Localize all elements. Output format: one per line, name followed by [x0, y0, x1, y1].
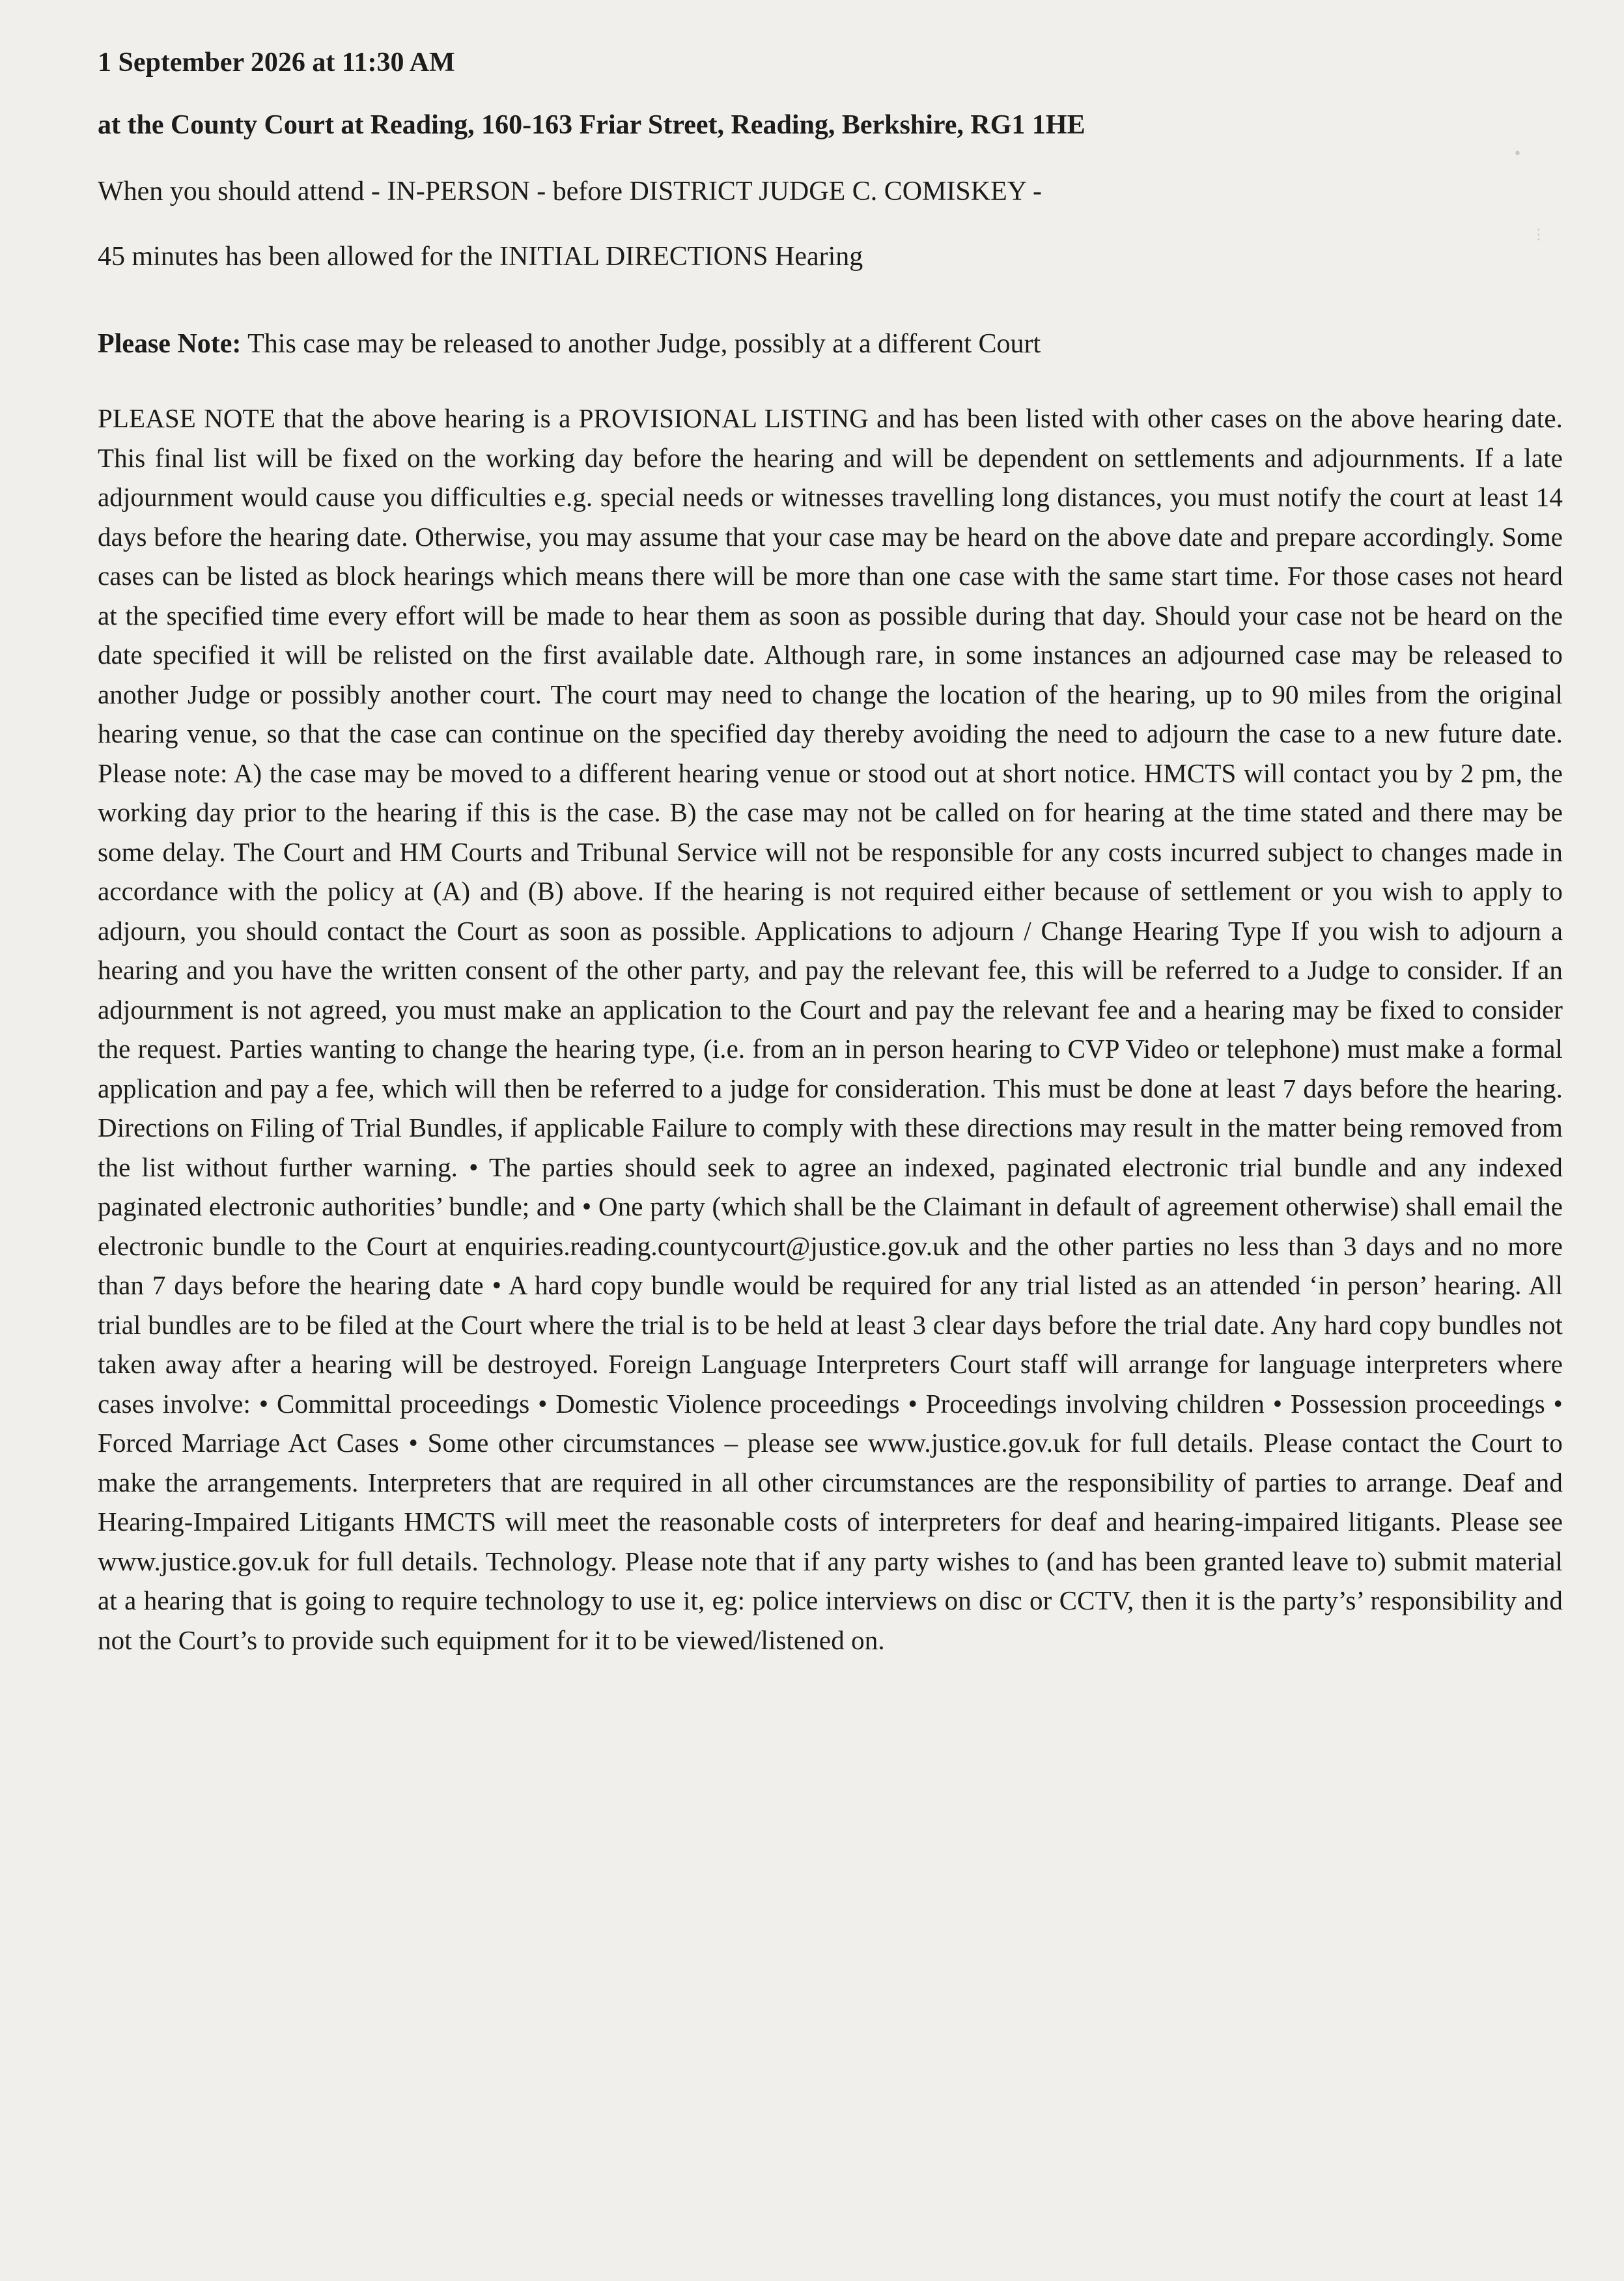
please-note-text: This case may be released to another Judge, possibly at a different Court [241, 329, 1041, 359]
hearing-attendance: When you should attend - IN-PERSON - before DISTRICT JUDGE C. COMISKEY - [98, 177, 1043, 206]
hearing-duration: 45 minutes has been allowed for the INITIAL DIRECTIONS Hearing [98, 242, 863, 272]
scan-mark: • [1513, 146, 1522, 162]
please-note [98, 320, 1563, 367]
hearing-venue: at the County Court at Reading, 160-163 Friar Street, Reading, Berkshire, RG1 1HE [98, 110, 1085, 140]
please-note-label: Please Note: [98, 329, 242, 359]
scan-mark: ⋮ [1532, 227, 1546, 243]
provisional-listing-paragraph: PLEASE NOTE that the above hearing is a PROVISIONAL LISTING and has been listed with other cases on the above hearing date. This final list will be fixed on the working day before the hearing and will be dependent on settlements and adjournments. If a late adjournment would cause you difficulties e.g. special needs or witnesses travelling long distances, you must notify the court at least 14 days before the hearing date. Otherwise, you may assume that your case may be heard on the above date and prepare accordingly. Some cases can be listed as block hearings which means there will be more than one case with the same start time. For those cases not heard at the specified time every effort will be made to hear them as soon as possible during that day. Should your case not be heard on the date specified it will be relisted on the first available date. Although rare, in some instances an adjourned case may be released to another Judge or possibly another court. The court may need to change the location of the hearing, up to 90 miles from the original hearing venue, so that the case can continue on the specified day thereby avoiding the need to adjourn the case to a new future date. Please note: A) the case may be moved to a different hearing venue or stood out at short notice. HMCTS will contact you by 2 pm, the working day prior to the hearing if this is the case. B) the case may not be called on for hearing at the time stated and there may be some delay. The Court and HM Courts and Tribunal Service will not be responsible for any costs incurred subject to changes made in accordance with the policy at (A) and (B) above. If the hearing is not required either because of settlement or you wish to apply to adjourn, you should contact the Court as soon as possible. Applications to adjourn / Change Hearing Type If you wish to adjourn a hearing and you have the written consent of the other party, and pay the relevant fee, this will be referred to a Judge to consider. If an adjournment is not agreed, you must make an application to the Court and pay the relevant fee and a hearing may be fixed to consider the request. Parties wanting to change the hearing type, (i.e. from an in person hearing to CVP Video or telephone) must make a formal application and pay a fee, which will then be referred to a judge for consideration. This must be done at least 7 days before the hearing. Directions on Filing of Trial Bundles, if applicable Failure to comply with these directions may result in the matter being removed from the list without further warning. • The parties should seek to agree an indexed, paginated electronic trial bundle and any indexed paginated electronic authorities’ bundle; and • One party (which shall be the Claimant in default of agreement otherwise) shall email the electronic bundle to the Court at enquiries.reading.countycourt@justice.gov.uk and the other parties no less than 3 days and no more than 7 days before the hearing date • A hard copy bundle would be required for any trial listed as an attended ‘in person’ hearing. All trial bundles are to be filed at the Court where the trial is to be held at least 3 clear days before the trial date. Any hard copy bundles not taken away after a hearing will be destroyed. Foreign Language Interpreters Court staff will arrange for language interpreters where cases involve: • Committal proceedings • Domestic Violence proceedings • Proceedings involving children • Possession proceedings • Forced Marriage Act Cases • Some other circumstances – please see www.justice.gov.uk for full details. Please contact the Court to make the arrangements. Interpreters that are required in all other circumstances are the responsibility of parties to arrange. Deaf and Hearing-Impaired Litigants HMCTS will meet the reasonable costs of interpreters for deaf and hearing-impaired litigants. Please see www.justice.gov.uk for full details. Technology. Please note that if any party wishes to (and has been granted leave to) submit material at a hearing that is going to require technology to use it, eg: police interviews on disc or CCTV, then it is the party’s’ responsibility and not the Court’s to provide such equipment for it to be viewed/listened on. [98, 403, 1563, 1655]
hearing-datetime: 1 September 2026 at 11:30 AM [98, 48, 455, 78]
document-page [98, 39, 1563, 1660]
